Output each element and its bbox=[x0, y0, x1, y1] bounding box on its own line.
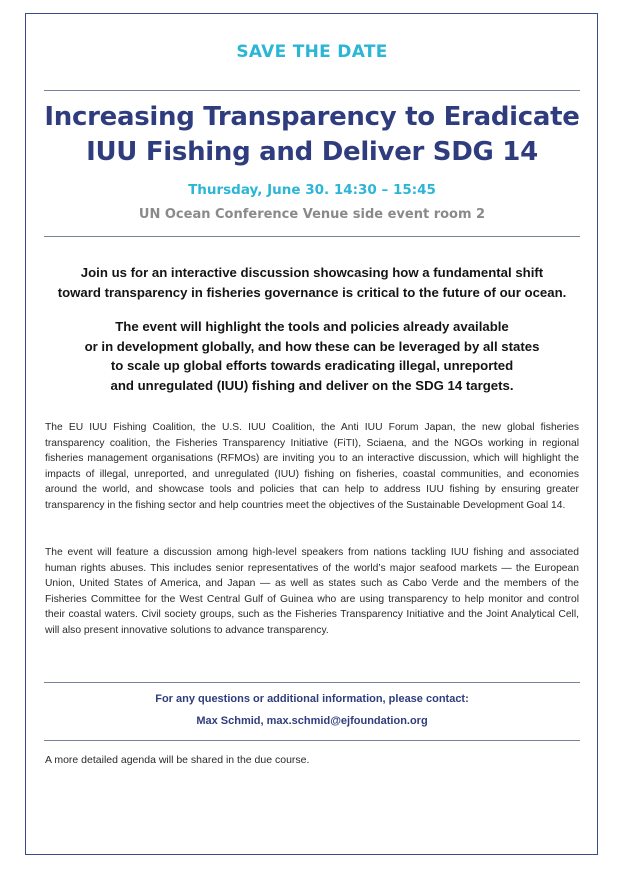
event-title-line-2: IUU Fishing and Deliver SDG 14 bbox=[86, 137, 538, 167]
intro-lead-2-line-1: The event will highlight the tools and policies already available bbox=[115, 319, 509, 334]
intro-lead-2-line-4: and unregulated (IUU) fishing and deliver on the SDG 14 targets. bbox=[110, 377, 514, 393]
divider-contact-bottom bbox=[44, 740, 580, 741]
intro-lead-2 bbox=[40, 317, 584, 395]
intro-lead-1 bbox=[40, 263, 584, 302]
body-paragraph-1: The EU IUU Fishing Coalition, the U.S. IUU Coalition, the Anti IUU Forum Japan, the new global fisheries transparency coalition, the Fisheries Transparency Initiative (FiTI), Sciaena, and the NGOs working in regional fisheries management organisations (RFMOs) are inviting you to an interactive discussion, which will highlight the impacts of illegal, unreported, and unregulated (IUU) fishing on fisheries, coastal communities, and economies around the world, and showcase tools and policies that can help to address IUU fishing by ensuring greater transparency in the fishing sector and help countries meet the objectives of the Sustainable Development Goal 14. bbox=[45, 422, 579, 511]
divider-contact-top bbox=[44, 682, 580, 683]
event-venue: UN Ocean Conference Venue side event room 2 bbox=[138, 207, 486, 222]
contact-heading: For any questions or additional information, please contact: bbox=[155, 693, 469, 705]
agenda-note: A more detailed agenda will be shared in the due course. bbox=[45, 754, 310, 766]
contact-details: Max Schmid, max.schmid@ejfoundation.org bbox=[196, 715, 428, 727]
save-the-date-heading: SAVE THE DATE bbox=[236, 42, 388, 62]
event-title bbox=[30, 100, 594, 170]
divider-header bbox=[44, 236, 580, 237]
intro-lead-1-line-1: Join us for an interactive discussion showcasing how a fundamental shift bbox=[80, 265, 544, 280]
intro-lead-2-line-2: or in development globally, and how these can be leveraged by all states bbox=[84, 338, 540, 354]
intro-lead-2-line-3: to scale up global efforts towards eradicating illegal, unreported bbox=[110, 358, 514, 373]
intro-lead-1-line-2: toward transparency in fisheries governance is critical to the future of our ocean. bbox=[57, 284, 567, 300]
body-paragraph-2: The event will feature a discussion among high-level speakers from nations tackling IUU fishing and associated human rights abuses. This includes senior representatives of the world’s major seafood markets — the European Union, United States of America, and Japan — as well as states such as Cabo Verde and the members of the Fisheries Committee for the West Central Gulf of Guinea who are using transparency to help monitor and control their coastal waters. Civil society groups, such as the Fisheries Transparency Initiative and the Joint Analytical Cell, will also present innovative solutions to advance transparency. bbox=[45, 547, 579, 636]
event-title-line-1: Increasing Transparency to Eradicate bbox=[44, 102, 580, 132]
divider-top bbox=[44, 90, 580, 91]
event-datetime: Thursday, June 30. 14:30 – 15:45 bbox=[188, 182, 436, 198]
